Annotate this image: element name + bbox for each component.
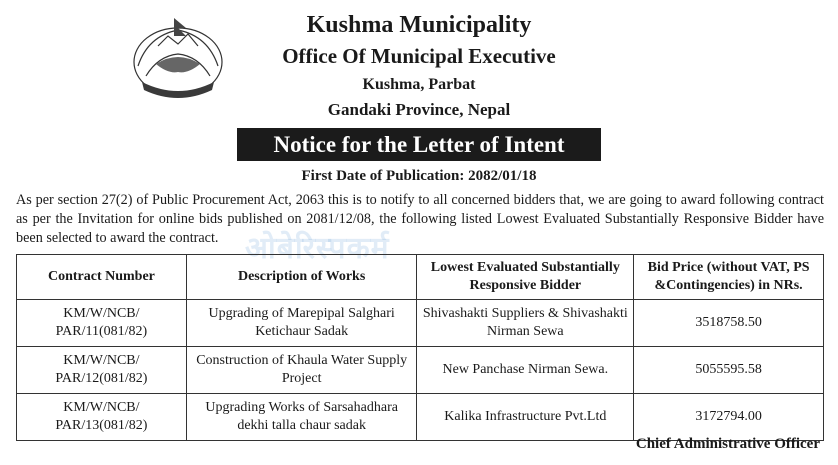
municipality-name: Kushma Municipality bbox=[306, 12, 532, 38]
bid-price: 3172794.00 bbox=[634, 394, 824, 441]
header-bid-price: Bid Price (without VAT, PS &Contingencies) in NRs. bbox=[634, 255, 824, 300]
notice-title: Notice for the Letter of Intent bbox=[237, 128, 601, 161]
publication-date: First Date of Publication: 2082/01/18 bbox=[301, 168, 537, 184]
header-contract-number: Contract Number bbox=[17, 255, 187, 300]
watermark: ओबेरिस्पकर्म bbox=[245, 231, 390, 266]
office-location: Kushma, Parbat bbox=[362, 76, 476, 93]
notice-body: As per section 27(2) of Public Procurement Act, 2063 this is to notify to all concerned bidders that, we are going to award following contract as per the Invitation for online bids published on 2081/12/08, the following listed Lowest Evaluated Substantially Responsive Bidder have been selected to award the contract. bbox=[16, 192, 824, 246]
table-row bbox=[17, 300, 824, 347]
description: Upgrading Works of Sarsahadhara dekhi talla chaur sadak bbox=[186, 394, 417, 441]
table-row bbox=[17, 347, 824, 394]
description: Construction of Khaula Water Supply Project bbox=[186, 347, 417, 394]
contract-number: KM/W/NCB/ PAR/11(081/82) bbox=[17, 300, 187, 347]
contracts-table bbox=[16, 254, 824, 441]
bid-price: 5055595.58 bbox=[634, 347, 824, 394]
bidder: Kalika Infrastructure Pvt.Ltd bbox=[417, 394, 634, 441]
table-row bbox=[17, 394, 824, 441]
table-header-row bbox=[17, 255, 824, 300]
header-bidder: Lowest Evaluated Substantially Responsive Bidder bbox=[417, 255, 634, 300]
office-province: Gandaki Province, Nepal bbox=[327, 100, 511, 119]
signatory-title: Chief Administrative Officer bbox=[635, 436, 820, 452]
office-name: Office Of Municipal Executive bbox=[282, 44, 556, 68]
description: Upgrading of Marepipal Salghari Ketichaur Sadak bbox=[186, 300, 417, 347]
bidder: New Panchase Nirman Sewa. bbox=[417, 347, 634, 394]
bidder: Shivashakti Suppliers & Shivashakti Nirman Sewa bbox=[417, 300, 634, 347]
bid-price: 3518758.50 bbox=[634, 300, 824, 347]
header-description: Description of Works bbox=[186, 255, 417, 300]
contract-number: KM/W/NCB/ PAR/13(081/82) bbox=[17, 394, 187, 441]
contract-number: KM/W/NCB/ PAR/12(081/82) bbox=[17, 347, 187, 394]
